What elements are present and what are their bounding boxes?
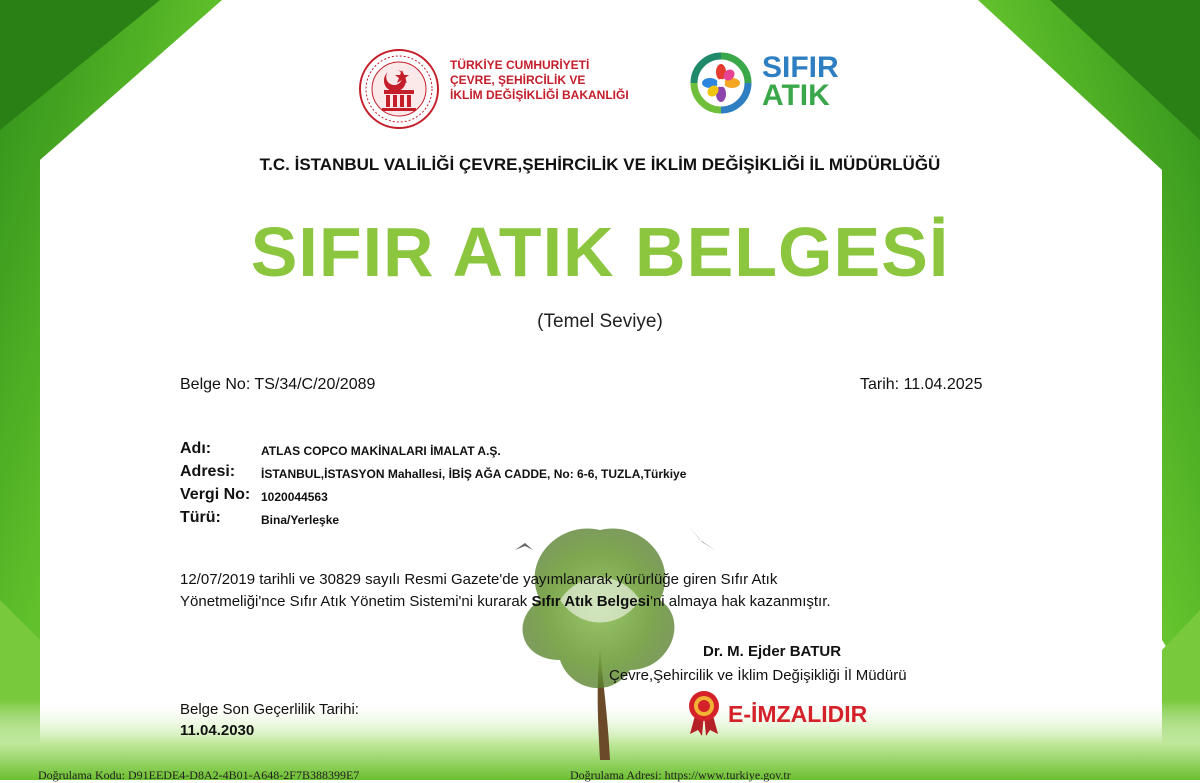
statement-highlight: Sıfır Atık Belgesi <box>531 593 651 610</box>
statement-line1: 12/07/2019 tarihli ve 30829 sayılı Resmi Gazete'de yayımlanarak yürürlüğe giren Sıfır Atık <box>180 571 778 588</box>
authority-heading: T.C. İSTANBUL VALİLİĞİ ÇEVRE,ŞEHİRCİLİK VE İKLİM DEĞİŞİKLİĞİ İL MÜDÜRLÜĞÜ <box>259 155 941 174</box>
ministry-seal <box>358 48 440 130</box>
sifir-logo-line2: ATIK <box>762 79 830 112</box>
ministry-line3: İKLİM DEĞİŞİKLİĞİ BAKANLIĞI <box>450 88 629 102</box>
sifir-atik-emblem <box>690 52 752 114</box>
ministry-line2: ÇEVRE, ŞEHİRCİLİK VE <box>450 73 586 87</box>
name-value: ATLAS COPCO MAKİNALARI İMALAT A.Ş. <box>261 444 501 458</box>
statement-line2-post: 'ni almaya hak kazanmıştır. <box>650 593 831 610</box>
address-value: İSTANBUL,İSTASYON Mahallesi, İBİŞ AĞA CADDE, No: 6-6, TUZLA,Türkiye <box>261 467 687 481</box>
signatory-name: Dr. M. Ejder BATUR <box>703 643 842 660</box>
tax-label: Vergi No: <box>180 486 251 503</box>
validity-label: Belge Son Geçerlilik Tarihi: <box>180 701 359 718</box>
rosette-icon <box>686 690 722 736</box>
type-label: Türü: <box>180 509 221 526</box>
address-label: Adresi: <box>180 463 236 480</box>
type-value: Bina/Yerleşke <box>261 513 340 527</box>
signatory-title: Çevre,Şehircilik ve İklim Değişikliği İl Müdürü <box>609 667 907 684</box>
verification-address: Doğrulama Adresi: https://www.turkiye.gov.tr <box>570 768 791 782</box>
document-number: Belge No: TS/34/C/20/2089 <box>180 376 376 393</box>
document-date: Tarih: 11.04.2025 <box>860 376 983 393</box>
validity-date: 11.04.2030 <box>180 722 255 739</box>
statement <box>180 569 831 613</box>
statement-line2-pre: Yönetmeliği'nce Sıfır Atık Yönetim Sistemi'ni kurarak <box>180 593 532 610</box>
ministry-line1: TÜRKİYE CUMHURİYETİ <box>450 58 590 72</box>
verification-code: Doğrulama Kodu: D91EEDE4-D8A2-4B01-A648-2F7B388399E7 <box>38 768 360 782</box>
sifir-atik-wordmark <box>762 51 839 112</box>
name-label: Adı: <box>180 440 212 457</box>
ministry-name <box>450 58 629 103</box>
sifir-logo-line1: SIFIR <box>762 51 839 84</box>
tax-value: 1020044563 <box>261 490 328 504</box>
e-signed-stamp: E-İMZALIDIR <box>728 701 868 727</box>
certificate-title: SIFIR ATIK BELGESİ <box>250 213 950 291</box>
statement-line2 <box>180 591 831 613</box>
certificate-level: (Temel Seviye) <box>537 311 663 332</box>
